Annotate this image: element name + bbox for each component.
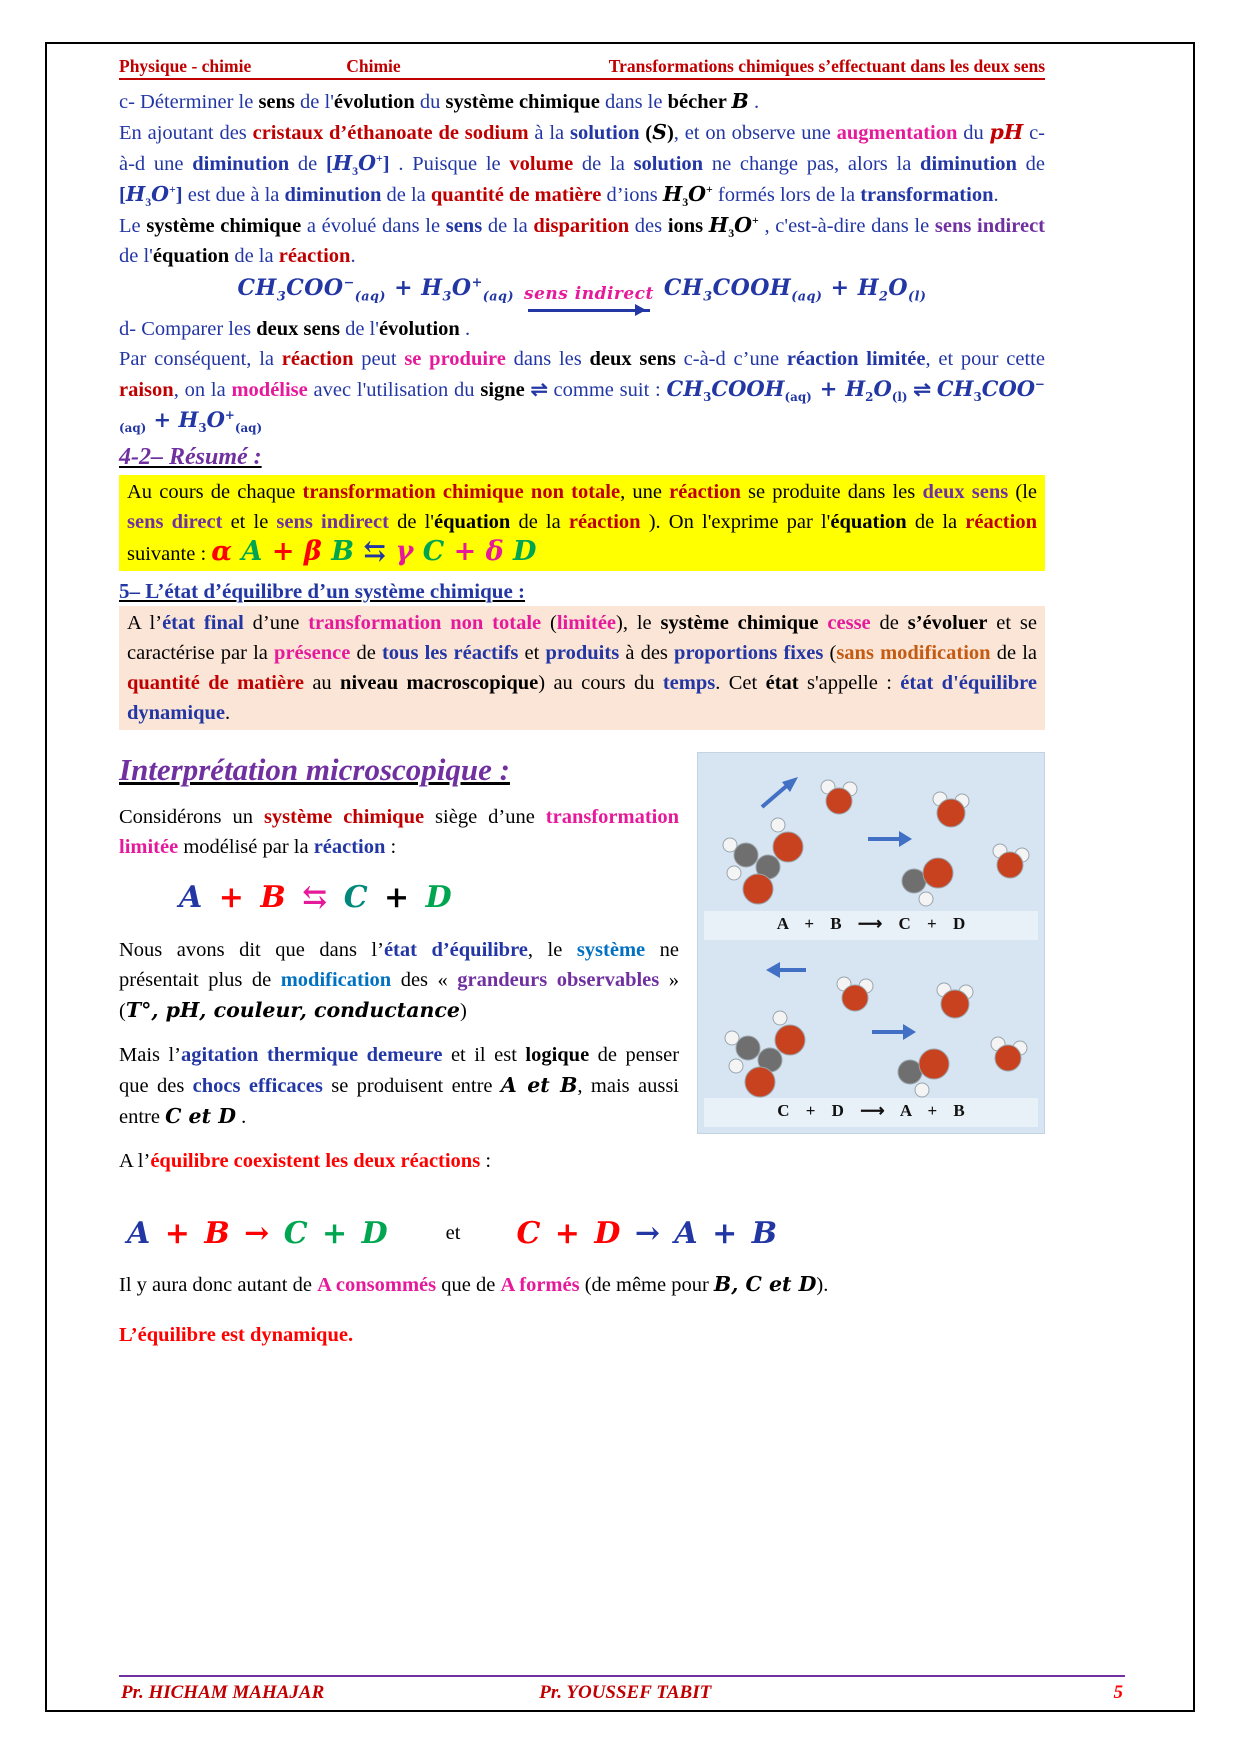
paragraph-answer-d: Par conséquent, la réaction peut se produire dans les deux sens c-à-d c’une réaction limitée, et pour cette raison, on la modélise avec l'utilisation du signe ⇌ comme suit : $CH_3COOH_{(aq)} + H_2O_{(l)}$ ⇌ $CH_3COO^-_{(aq)} + H_3O^+_{(aq)}$: [119, 347, 1045, 435]
molecule-illustration-direct: [704, 759, 1038, 911]
header-title: Transformations chimiques s’effectuant dans les deux sens: [608, 56, 1045, 76]
summary-highlight-box: Au cours de chaque transformation chimique non totale, une réaction se produite dans les deux sens (le sens direct et le sens indirect de l'équation de la réaction ). On l'exprime par l'équation de la réaction suivante : α A + β B ⇆ γ C + δ D: [119, 475, 1045, 571]
heading-etat-equilibre: 5– L’état d’équilibre d’un système chimique :: [119, 578, 526, 603]
paragraph-question-c: c- Déterminer le sens de l'évolution du système chimique dans le bécher B .: [119, 89, 760, 113]
header-subject: Physique - chimie: [119, 56, 252, 76]
paragraph-etat-equilibre: Nous avons dit que dans l’état d’équilibre, le système ne présentait plus de modification des « grandeurs observables » (T°, pH, couleur, conductance): [119, 938, 679, 1022]
equation-inverse: C + D → A + B: [516, 1215, 780, 1251]
page-number: 5: [1113, 1682, 1123, 1703]
document-header: [119, 56, 1045, 80]
page-frame: [45, 42, 1195, 1712]
molecular-panel-direct: [704, 759, 1038, 940]
equation-direct: A + B → C + D: [127, 1215, 390, 1251]
et-label: et: [445, 1221, 461, 1244]
footer-author-1: Pr. HICHAM MAHAJAR: [121, 1682, 325, 1703]
equilibrium-highlight-box: A l’état final d’une transformation non totale (limitée), le système chimique cesse de s’évoluer et se caractérise par la présence de tous les réactifs et produits à des proportions fixes (sans modification de la quantité de matière au niveau macroscopique) au cours du temps. Cet état s'appelle : état d'équilibre dynamique.: [119, 606, 1045, 730]
paragraph-conclusion-c: Le système chimique a évolué dans le sens de la disparition des ions $H_3O^+$ , c'est-à-dire dans le sens indirect de l'équation de la réaction.: [119, 213, 1045, 267]
footer-author-2: Pr. YOUSSEF TABIT: [539, 1682, 712, 1703]
coexisting-reactions-row: [127, 1216, 1045, 1251]
molecule-illustration-inverse: [704, 946, 1038, 1098]
page-content: [47, 44, 1193, 1350]
panel-label-inverse: C + D ⟶ A + B: [704, 1098, 1038, 1127]
figure-column: [697, 752, 1045, 1190]
header-course: Chimie: [346, 56, 401, 76]
document-footer: [119, 1675, 1125, 1710]
molecular-panel-inverse: [704, 946, 1038, 1127]
paragraph-autant: Il y aura donc autant de A consommés que de A formés (de même pour B, C et D).: [119, 1271, 829, 1296]
paragraph-agitation-thermique: Mais l’agitation thermique demeure et il est logique de penser que des chocs efficaces se produisent entre A et B, mais aussi entre C et D .: [119, 1043, 680, 1128]
panel-label-direct: A + B ⟶ C + D: [704, 911, 1038, 940]
equation-model: A + B ⇆ C + D: [179, 879, 455, 915]
paragraph-question-d: d- Comparer les deux sens de l'évolution .: [119, 317, 471, 340]
paragraph-coexistence: A l’équilibre coexistent les deux réactions :: [119, 1149, 492, 1172]
equation-sens-indirect: $CH_3COO^-_{(aq)} + H_3O^+_{(aq)}$ sens indirect $CH_3COOH_{(aq)} + H_2O_{(l)}$: [119, 275, 1045, 312]
interpretation-section: [119, 752, 1045, 1190]
heading-interpretation: Interprétation microscopique :: [119, 751, 510, 787]
interpretation-text-column: [119, 752, 679, 1190]
paragraph-considerons: Considérons un système chimique siège d’une transformation limitée modélisé par la réaction :: [119, 805, 679, 858]
molecular-diagram: [697, 752, 1045, 1134]
heading-resume: 4-2– Résumé :: [119, 443, 262, 470]
paragraph-answer-c: En ajoutant des cristaux d’éthanoate de sodium à la solution (S), et on observe une augmentation du pH c-à-d une diminution de $[H_3O^+]$ . Puisque le volume de la solution ne change pas, alors la diminution de $[H_3O^+]$ est due à la diminution de la quantité de matière d’ions $H_3O^+$ formés lors de la transformation.: [119, 120, 1045, 210]
paragraph-dynamique: L’équilibre est dynamique.: [119, 1323, 354, 1346]
